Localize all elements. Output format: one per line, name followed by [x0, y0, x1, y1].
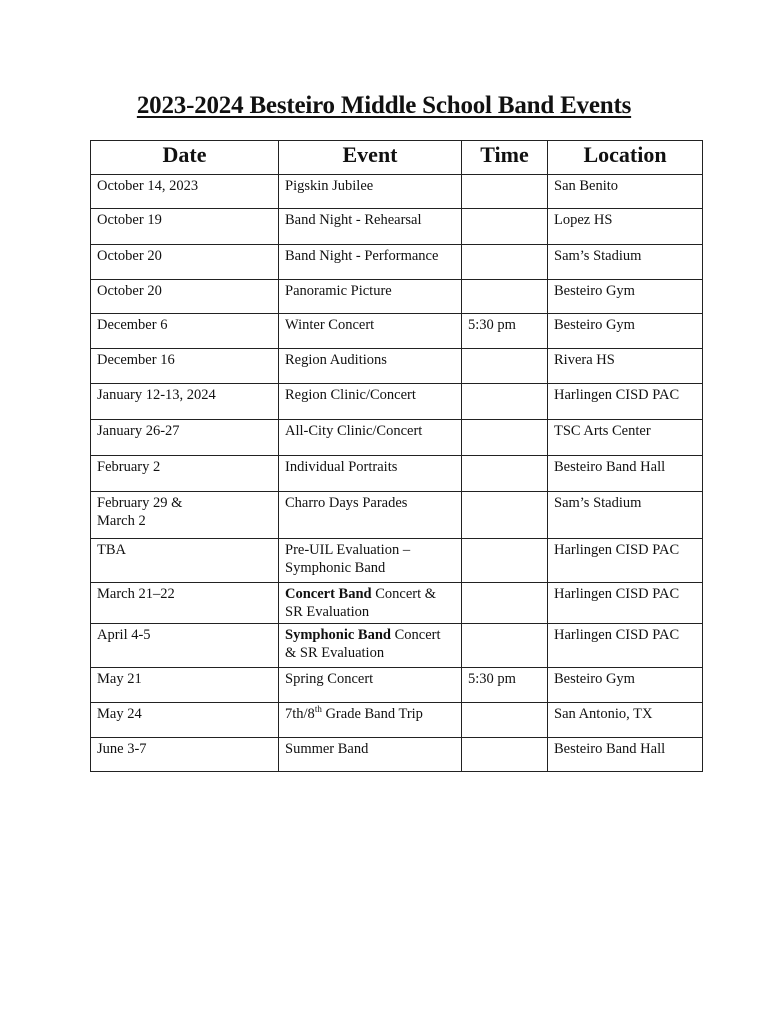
cell-time [462, 583, 548, 624]
cell-date: TBA [91, 539, 279, 583]
cell-location: Besteiro Band Hall [548, 738, 703, 772]
header-date: Date [91, 141, 279, 175]
cell-time [462, 703, 548, 738]
ordinal-superscript: th [314, 704, 322, 715]
cell-time: 5:30 pm [462, 314, 548, 349]
cell-time [462, 245, 548, 280]
cell-event: Region Clinic/Concert [279, 384, 462, 420]
cell-event: Pigskin Jubilee [279, 175, 462, 209]
cell-location: TSC Arts Center [548, 420, 703, 456]
table-row [91, 703, 703, 738]
table-row [91, 175, 703, 209]
cell-event-line: & SR Evaluation [285, 645, 385, 661]
cell-date: April 4-5 [91, 624, 279, 668]
cell-location: Lopez HS [548, 209, 703, 245]
table-row [91, 314, 703, 349]
table-row [91, 624, 703, 668]
cell-event: Individual Portraits [279, 456, 462, 492]
event-ensemble-name: Concert Band [285, 586, 372, 602]
cell-event: Winter Concert [279, 314, 462, 349]
cell-date: October 14, 2023 [91, 175, 279, 209]
event-ensemble-name: Symphonic Band [285, 627, 391, 643]
table-row [91, 280, 703, 314]
cell-time [462, 492, 548, 539]
table-row [91, 384, 703, 420]
cell-time [462, 539, 548, 583]
cell-date: May 21 [91, 668, 279, 703]
cell-location: Harlingen CISD PAC [548, 384, 703, 420]
cell-location: Harlingen CISD PAC [548, 583, 703, 624]
table-row [91, 668, 703, 703]
cell-location: Harlingen CISD PAC [548, 539, 703, 583]
table-row [91, 349, 703, 384]
cell-event: Spring Concert [279, 668, 462, 703]
cell-location: San Benito [548, 175, 703, 209]
cell-location: Sam’s Stadium [548, 245, 703, 280]
header-event: Event [279, 141, 462, 175]
cell-event-line: Pre-UIL Evaluation – [285, 542, 411, 558]
cell-event: Panoramic Picture [279, 280, 462, 314]
cell-location: San Antonio, TX [548, 703, 703, 738]
cell-time [462, 420, 548, 456]
cell-date: October 20 [91, 280, 279, 314]
table-row [91, 492, 703, 539]
cell-event-line: SR Evaluation [285, 604, 370, 620]
cell-location: Sam’s Stadium [548, 492, 703, 539]
table-row [91, 420, 703, 456]
cell-location: Rivera HS [548, 349, 703, 384]
cell-event-text: 7th/8 [285, 706, 315, 722]
cell-time [462, 624, 548, 668]
table-row [91, 245, 703, 280]
cell-time [462, 175, 548, 209]
cell-date: January 12-13, 2024 [91, 384, 279, 420]
cell-date: February 2 [91, 456, 279, 492]
cell-time [462, 384, 548, 420]
cell-date: December 16 [91, 349, 279, 384]
table-row [91, 583, 703, 624]
cell-event: Band Night - Rehearsal [279, 209, 462, 245]
cell-date-line: March 2 [97, 513, 146, 529]
cell-location: Besteiro Gym [548, 314, 703, 349]
cell-time [462, 280, 548, 314]
cell-date: January 26-27 [91, 420, 279, 456]
cell-time [462, 209, 548, 245]
cell-event-text: Grade Band Trip [321, 706, 423, 722]
table-row [91, 539, 703, 583]
cell-event: All-City Clinic/Concert [279, 420, 462, 456]
cell-date: October 20 [91, 245, 279, 280]
cell-time [462, 349, 548, 384]
cell-date: June 3-7 [91, 738, 279, 772]
table-row [91, 209, 703, 245]
cell-event [279, 624, 462, 668]
cell-location: Harlingen CISD PAC [548, 624, 703, 668]
cell-date: December 6 [91, 314, 279, 349]
cell-location: Besteiro Gym [548, 668, 703, 703]
header-time: Time [462, 141, 548, 175]
cell-date: October 19 [91, 209, 279, 245]
cell-time [462, 738, 548, 772]
cell-event [279, 703, 462, 738]
cell-event [279, 539, 462, 583]
cell-time [462, 456, 548, 492]
cell-time: 5:30 pm [462, 668, 548, 703]
cell-location: Besteiro Gym [548, 280, 703, 314]
cell-date: May 24 [91, 703, 279, 738]
cell-event: Band Night - Performance [279, 245, 462, 280]
table-row [91, 738, 703, 772]
cell-event [279, 583, 462, 624]
cell-event: Region Auditions [279, 349, 462, 384]
cell-event: Charro Days Parades [279, 492, 462, 539]
header-location: Location [548, 141, 703, 175]
cell-event-line: Symphonic Band [285, 560, 386, 576]
cell-date-line: February 29 & [97, 495, 183, 511]
cell-event-text: Concert & [371, 586, 437, 602]
table-row [91, 456, 703, 492]
cell-location: Besteiro Band Hall [548, 456, 703, 492]
events-table [90, 140, 703, 772]
cell-event-text: Concert [390, 627, 441, 643]
page-title: 2023-2024 Besteiro Middle School Band Events [136, 92, 632, 119]
cell-date: March 21–22 [91, 583, 279, 624]
table-header-row [91, 141, 703, 175]
cell-date [91, 492, 279, 539]
cell-event: Summer Band [279, 738, 462, 772]
